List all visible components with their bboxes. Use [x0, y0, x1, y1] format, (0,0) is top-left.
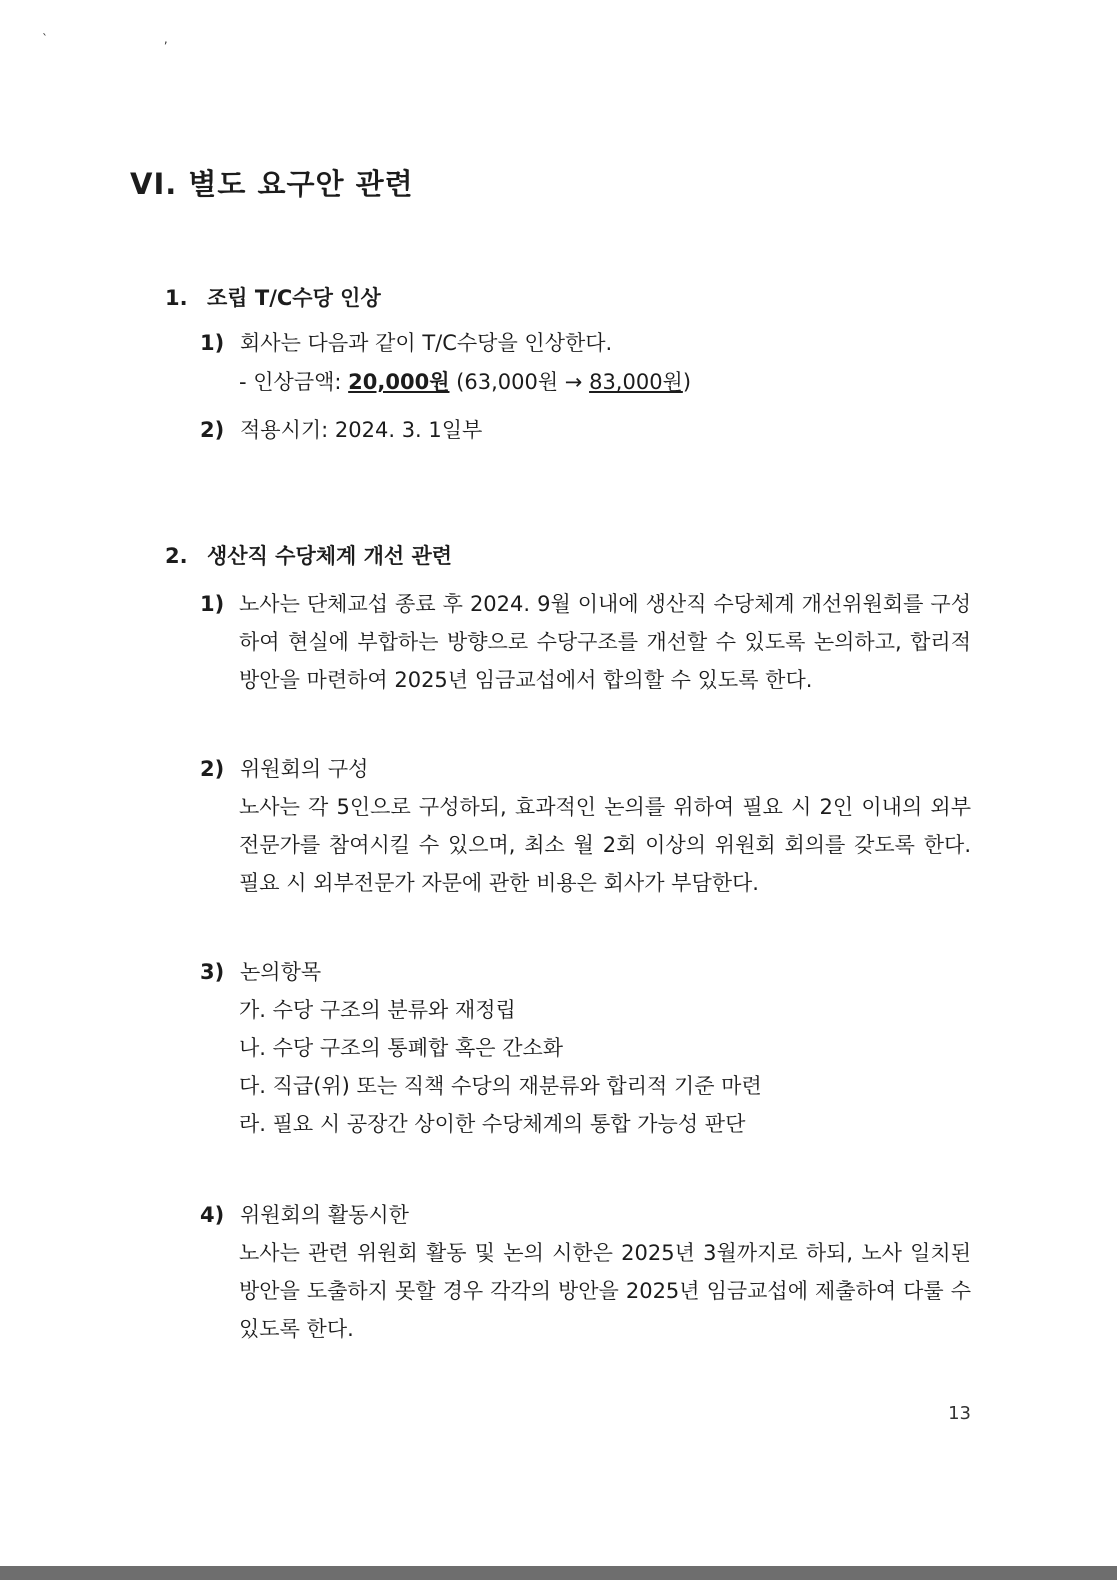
raise-amount-paren-close: ): [682, 370, 692, 394]
item-2-4: [200, 1196, 409, 1234]
discussion-item-na: 나. 수당 구조의 통폐합 혹은 간소화: [239, 1036, 564, 1060]
heading-2-title: 생산직 수당체계 개선 관련: [207, 544, 453, 568]
raise-amount-line: [239, 363, 691, 401]
item-1-2-number: 2): [200, 418, 225, 442]
item-1-1-text: 회사는 다음과 같이 T/C수당을 인상한다.: [240, 331, 613, 355]
item-2-2-title: 위원회의 구성: [240, 757, 369, 781]
bottom-border: [0, 1566, 1117, 1580]
item-2-4-text: 노사는 관련 위원회 활동 및 논의 시한은 2025년 3월까지로 하되, 노사 일치된 방안을 도출하지 못할 경우 각각의 방안을 2025년 임금교섭에 제출하여 다룰 수 있도록 한다.: [239, 1241, 971, 1341]
section-title: VI. 별도 요구안 관련: [130, 167, 414, 201]
item-2-2-text: 노사는 각 5인으로 구성하되, 효과적인 논의를 위하여 필요 시 2인 이내의 외부전문가를 참여시킬 수 있으며, 최소 월 2회 이상의 위원회 회의를 갖도록 한다. 필요 시 외부전문가 자문에 관한 비용은 회사가 부담한다.: [239, 795, 971, 895]
raise-amount-paren: (63,000원 →: [449, 370, 590, 394]
item-1-1-number: 1): [200, 331, 225, 355]
item-2-4-title: 위원회의 활동시한: [240, 1203, 409, 1227]
item-2-3-title: 논의항목: [240, 960, 322, 984]
item-1-1: [200, 324, 612, 362]
raise-amount: 20,000원: [348, 370, 450, 394]
item-2-2: [200, 750, 368, 788]
heading-1: [165, 282, 381, 312]
heading-2-number: 2.: [165, 544, 188, 568]
heading-2: [165, 540, 452, 570]
item-2-2-number: 2): [200, 757, 225, 781]
item-2-3-number: 3): [200, 960, 225, 984]
discussion-item-ra: 라. 필요 시 공장간 상이한 수당체계의 통합 가능성 판단: [239, 1112, 746, 1136]
discussion-item-da: 다. 직급(위) 또는 직책 수당의 재분류와 합리적 기준 마련: [239, 1074, 762, 1098]
new-allowance-amount: 83,000원: [589, 370, 683, 394]
raise-amount-label: - 인상금액:: [239, 370, 349, 394]
page-number: 13: [948, 1403, 971, 1424]
item-1-2: [200, 411, 482, 449]
heading-1-title: 조립 T/C수당 인상: [207, 286, 381, 310]
item-2-1-text: 노사는 단체교섭 종료 후 2024. 9월 이내에 생산직 수당체계 개선위원회를 구성하여 현실에 부합하는 방향으로 수당구조를 개선할 수 있도록 논의하고, 합리적 방안을 마련하여 2025년 임금교섭에서 합의할 수 있도록 한다.: [239, 592, 971, 692]
discussion-item-ga: 가. 수당 구조의 분류와 재정립: [239, 998, 516, 1022]
scan-marks: ` ,: [42, 32, 224, 46]
item-2-1-number: 1): [200, 592, 225, 616]
heading-1-number: 1.: [165, 286, 188, 310]
item-2-1-number-row: [200, 585, 240, 623]
item-2-4-number: 4): [200, 1203, 225, 1227]
item-1-2-text: 적용시기: 2024. 3. 1일부: [240, 418, 483, 442]
item-2-3: [200, 953, 321, 991]
